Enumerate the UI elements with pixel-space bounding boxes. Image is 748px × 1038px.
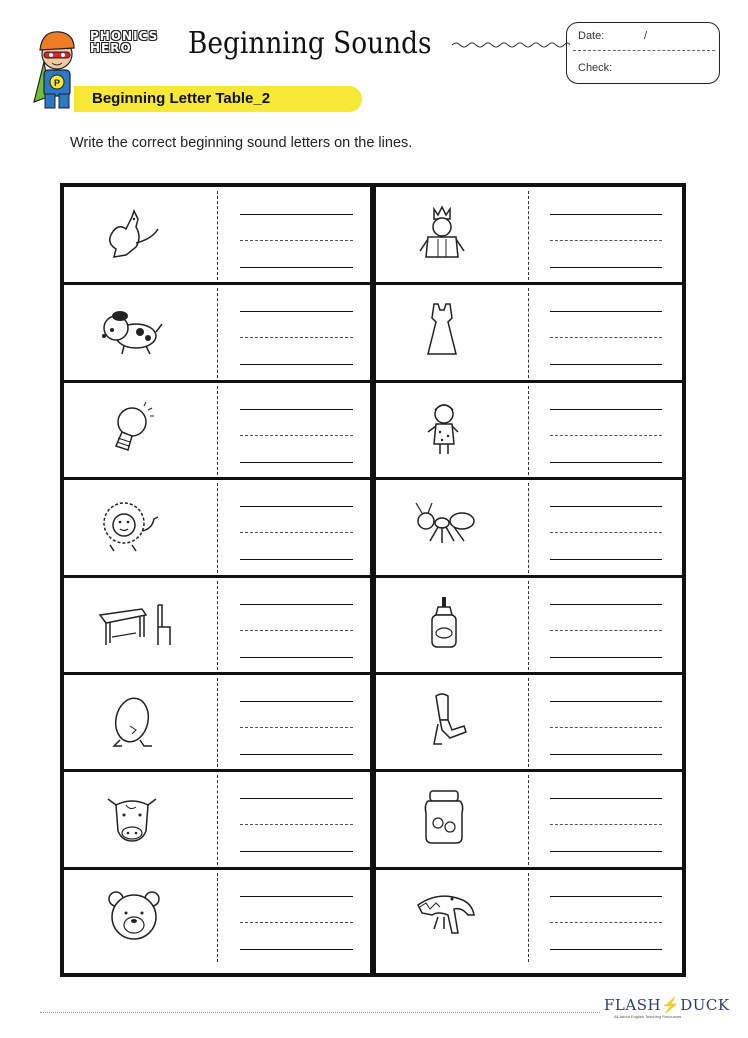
brand-line-1: PHONICS — [90, 29, 159, 43]
writing-line-top[interactable] — [240, 798, 353, 799]
cell-dashed-divider — [528, 191, 529, 280]
date-slash: / — [644, 30, 648, 42]
writing-line-top[interactable] — [550, 701, 662, 702]
writing-line-middle[interactable] — [550, 727, 662, 728]
writing-line-top[interactable] — [550, 798, 662, 799]
writing-line-base[interactable] — [240, 364, 353, 365]
cell-dashed-divider — [217, 873, 218, 962]
dog-icon — [96, 300, 176, 362]
cell-dashed-divider — [217, 678, 218, 767]
writing-line-middle[interactable] — [550, 824, 662, 825]
writing-line-top[interactable] — [550, 506, 662, 507]
cell-dashed-divider — [528, 775, 529, 864]
bolt-icon: ⚡ — [661, 996, 681, 1014]
writing-line-base[interactable] — [550, 949, 662, 950]
writing-line-middle[interactable] — [550, 337, 662, 338]
cell-dashed-divider — [217, 581, 218, 670]
flashduck-logo — [604, 996, 730, 1019]
writing-line-base[interactable] — [240, 851, 353, 852]
logo-text-right: DUCK — [680, 996, 730, 1014]
writing-line-middle[interactable] — [240, 630, 353, 631]
writing-line-base[interactable] — [550, 267, 662, 268]
brand-logo — [90, 30, 158, 54]
writing-line-base[interactable] — [550, 657, 662, 658]
arm-icon — [408, 690, 488, 752]
writing-line-base[interactable] — [550, 462, 662, 463]
table-row-divider — [64, 282, 682, 285]
writing-line-base[interactable] — [550, 364, 662, 365]
footer-divider — [40, 1012, 600, 1013]
writing-line-middle[interactable] — [240, 435, 353, 436]
writing-line-middle[interactable] — [550, 630, 662, 631]
cell-dashed-divider — [528, 288, 529, 377]
jam-jar-icon — [408, 787, 488, 849]
table-center-divider — [370, 183, 376, 977]
writing-line-top[interactable] — [240, 896, 353, 897]
writing-line-middle[interactable] — [240, 824, 353, 825]
table-row-divider — [64, 867, 682, 870]
writing-line-middle[interactable] — [240, 240, 353, 241]
writing-line-top[interactable] — [550, 409, 662, 410]
writing-line-base[interactable] — [550, 754, 662, 755]
cow-icon — [96, 787, 176, 849]
writing-line-base[interactable] — [240, 559, 353, 560]
wave-decoration — [452, 38, 570, 50]
cell-dashed-divider — [528, 386, 529, 475]
writing-line-top[interactable] — [240, 604, 353, 605]
writing-line-middle[interactable] — [550, 922, 662, 923]
girl-icon — [408, 398, 488, 460]
writing-line-base[interactable] — [240, 462, 353, 463]
glue-icon — [408, 593, 488, 655]
dress-icon — [408, 300, 488, 362]
kangaroo-icon — [96, 203, 176, 265]
writing-line-top[interactable] — [240, 311, 353, 312]
lion-icon — [96, 495, 176, 557]
table-row-divider — [64, 380, 682, 383]
bear-icon — [96, 885, 176, 947]
writing-line-base[interactable] — [240, 949, 353, 950]
cell-dashed-divider — [528, 483, 529, 572]
cell-dashed-divider — [528, 678, 529, 767]
writing-line-top[interactable] — [550, 311, 662, 312]
desk-and-chair-icon — [96, 593, 176, 655]
writing-line-top[interactable] — [240, 409, 353, 410]
table-row-divider — [64, 769, 682, 772]
writing-line-middle[interactable] — [550, 532, 662, 533]
writing-line-middle[interactable] — [550, 240, 662, 241]
table-row-divider — [64, 575, 682, 578]
date-label: Date: — [578, 30, 605, 42]
writing-line-base[interactable] — [240, 267, 353, 268]
writing-line-top[interactable] — [240, 214, 353, 215]
cell-dashed-divider — [217, 288, 218, 377]
writing-line-top[interactable] — [550, 214, 662, 215]
writing-line-middle[interactable] — [550, 435, 662, 436]
writing-line-middle[interactable] — [240, 532, 353, 533]
check-label: Check: — [578, 62, 613, 74]
svg-text:P: P — [54, 78, 61, 88]
brand-line-2: HERO — [90, 41, 132, 55]
writing-line-base[interactable] — [240, 657, 353, 658]
cell-dashed-divider — [217, 386, 218, 475]
worksheet-subtitle: Beginning Letter Table_2 — [92, 90, 271, 107]
writing-line-base[interactable] — [240, 754, 353, 755]
writing-line-top[interactable] — [550, 604, 662, 605]
writing-line-top[interactable] — [240, 506, 353, 507]
page-title: Beginning Sounds — [188, 26, 432, 61]
cell-dashed-divider — [528, 581, 529, 670]
cell-dashed-divider — [217, 775, 218, 864]
logo-text-left: FLASH — [604, 996, 662, 1014]
instruction-text: Write the correct beginning sound letters on the lines. — [70, 135, 413, 151]
cell-dashed-divider — [217, 191, 218, 280]
writing-line-middle[interactable] — [240, 922, 353, 923]
king-icon — [408, 203, 488, 265]
cell-dashed-divider — [217, 483, 218, 572]
writing-line-top[interactable] — [240, 701, 353, 702]
writing-line-base[interactable] — [550, 559, 662, 560]
table-row-divider — [64, 672, 682, 675]
writing-line-top[interactable] — [550, 896, 662, 897]
ant-icon — [408, 495, 488, 557]
writing-line-base[interactable] — [550, 851, 662, 852]
logo-tagline: All About English Teaching Resources — [614, 1014, 682, 1019]
writing-line-middle[interactable] — [240, 337, 353, 338]
cell-dashed-divider — [528, 873, 529, 962]
table-row-divider — [64, 477, 682, 480]
light-bulb-icon — [96, 398, 176, 460]
writing-line-middle[interactable] — [240, 727, 353, 728]
info-divider — [573, 50, 715, 51]
egg-icon — [96, 690, 176, 752]
crocodile-icon — [408, 885, 488, 947]
